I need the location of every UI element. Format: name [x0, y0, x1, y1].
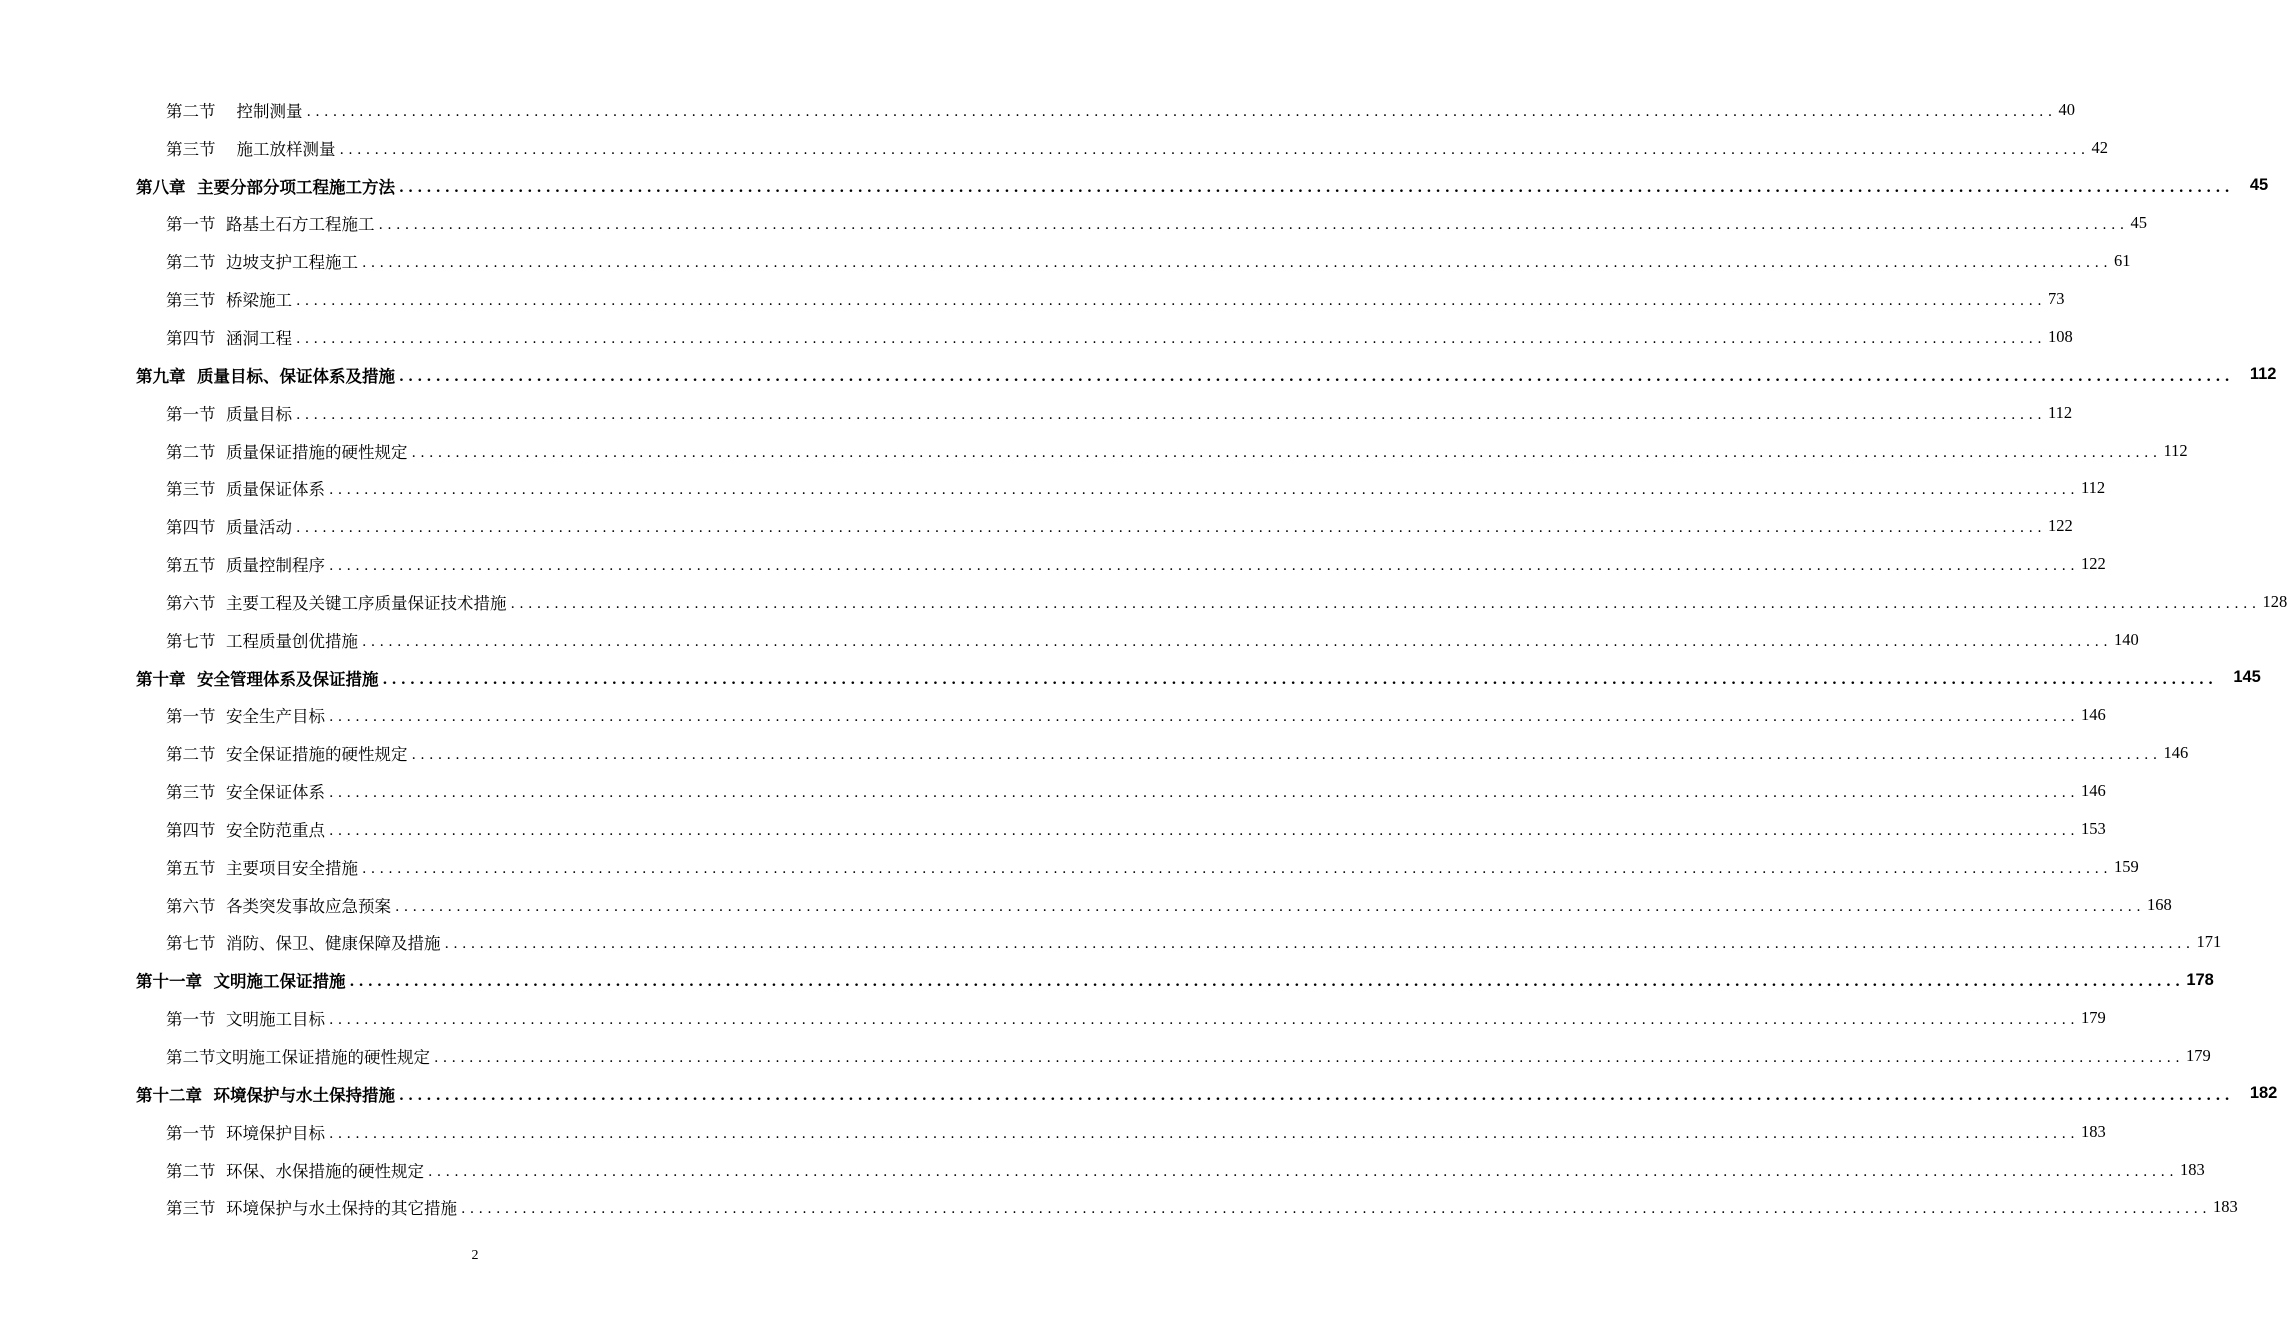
toc-entry-page-number: 42: [2091, 137, 2109, 157]
toc-entry-title: 第四节 涵洞工程: [166, 328, 292, 348]
toc-entry-page-number: 179: [2186, 1046, 2211, 1066]
toc-entry-page-number: 146: [2081, 705, 2106, 725]
toc-entry-title: 第五节 主要项目安全措施: [166, 858, 358, 878]
dot-leader: ........................................................................................................................................................................................................: [411, 747, 2162, 764]
dot-leader: ........................................................................................................................................................................................................: [329, 785, 2080, 802]
toc-entry-page-number: 171: [2196, 932, 2222, 952]
toc-section-entry: [0, 318, 2073, 356]
toc-entry-title: 第七节 消防、保卫、健康保障及措施: [166, 934, 441, 954]
toc-entry-page-number: 45: [2130, 213, 2148, 233]
toc-entry-page-number: 112: [2163, 440, 2188, 460]
toc-entry-title: 第一节 文明施工目标: [166, 1010, 325, 1030]
toc-entry-title: 第十章 安全管理体系及保证措施: [136, 669, 379, 689]
dot-leader: ........................................................................................................................................................................................................: [329, 709, 2080, 726]
toc-entry-page-number: 112: [2249, 365, 2277, 384]
toc-entry-title: 第二节 边坡支护工程施工: [166, 253, 358, 273]
toc-entry-title: 第三节 桥梁施工: [166, 291, 292, 311]
toc-entry-page-number: 159: [2114, 856, 2139, 876]
toc-chapter-entry: [0, 659, 2261, 697]
dot-leader: ........................................................................................................................................................................................................: [395, 898, 2146, 915]
toc-chapter-entry: [0, 961, 2214, 999]
toc-entry-page-number: 45: [2249, 176, 2269, 195]
toc-section-entry: [0, 507, 2073, 545]
toc-entry-page-number: 122: [2081, 554, 2106, 574]
toc-entry-page-number: 178: [2186, 970, 2214, 989]
toc-section-entry: [0, 129, 2109, 167]
toc-entry-title: 第六节 主要工程及关键工序质量保证技术措施: [166, 593, 507, 613]
dot-leader: ........................................................................................................................................................................................................: [329, 482, 2080, 499]
toc-entry-title: 第九章 质量目标、保证体系及措施: [136, 366, 395, 386]
toc-section-entry: [0, 848, 2139, 886]
toc-entry-title: 第一节 质量目标: [166, 404, 292, 424]
toc-section-entry: [0, 734, 2189, 772]
toc-entry-title: 第一节 安全生产目标: [166, 707, 325, 727]
dot-leader: ........................................................................................................................................................................................................: [362, 633, 2113, 650]
toc-section-entry: [0, 91, 2076, 129]
toc-entry-title: 第十一章 文明施工保证措施: [136, 972, 346, 992]
toc-entry-page-number: 183: [2081, 1121, 2106, 1141]
toc-entry-title: 第四节 质量活动: [166, 518, 292, 538]
toc-section-entry: [0, 1113, 2106, 1151]
toc-chapter-entry: [0, 167, 2269, 205]
dot-leader: ........................................................................................................................................................................................................: [296, 293, 2047, 310]
dot-leader: ........................................................................................................................................................................................................: [306, 103, 2057, 120]
toc-entry-title: 第二节 环保、水保措施的硬性规定: [166, 1161, 424, 1181]
toc-section-entry: [0, 924, 2222, 962]
dot-leader: ........................................................................................................................................................................................................: [382, 671, 2218, 688]
toc-section-entry: [0, 1151, 2205, 1189]
toc-section-entry: [0, 205, 2148, 243]
dot-leader: ........................................................................................................................................................................................................: [339, 141, 2090, 158]
toc-section-entry: [0, 999, 2106, 1037]
toc-entry-title: 第二节 安全保证措施的硬性规定: [166, 745, 408, 765]
dot-leader: ........................................................................................................................................................................................................: [399, 179, 2234, 196]
toc-entry-page-number: 61: [2114, 251, 2131, 271]
toc-section-entry: [0, 621, 2139, 659]
toc-entry-page-number: 179: [2081, 1008, 2106, 1028]
toc-entry-page-number: 183: [2213, 1197, 2238, 1217]
toc-entry-title: 第三节 环境保护与水土保持的其它措施: [166, 1199, 457, 1219]
toc-entry-page-number: 183: [2180, 1159, 2205, 1179]
toc-entry-page-number: 112: [2081, 478, 2106, 498]
toc-section-entry: [0, 1188, 2238, 1226]
dot-leader: ........................................................................................................................................................................................................: [349, 974, 2185, 991]
toc-entry-title: 第八章 主要分部分项工程施工方法: [136, 177, 395, 197]
dot-leader: ........................................................................................................................................................................................................: [296, 330, 2047, 347]
toc-entry-title: 第三节 施工放样测量: [166, 139, 336, 159]
dot-leader: ........................................................................................................................................................................................................: [399, 368, 2234, 385]
dot-leader: ........................................................................................................................................................................................................: [434, 1050, 2185, 1067]
dot-leader: ........................................................................................................................................................................................................: [510, 595, 2261, 612]
toc-section-entry: [0, 583, 2287, 621]
page-number: 2: [471, 1248, 479, 1263]
toc-entry-title: 第五节 质量控制程序: [166, 556, 325, 576]
toc-entry-page-number: 146: [2081, 781, 2106, 801]
table-of-contents: [0, 91, 2287, 1226]
dot-leader: ........................................................................................................................................................................................................: [329, 1125, 2080, 1142]
toc-chapter-entry: [0, 356, 2277, 394]
dot-leader: ........................................................................................................................................................................................................: [329, 558, 2080, 575]
dot-leader: ........................................................................................................................................................................................................: [428, 1163, 2179, 1180]
toc-entry-page-number: 108: [2048, 326, 2073, 346]
toc-entry-page-number: 112: [2048, 402, 2073, 422]
toc-entry-title: 第十二章 环境保护与水土保持措施: [136, 1085, 395, 1105]
toc-entry-page-number: 182: [2249, 1084, 2278, 1103]
toc-section-entry: [0, 469, 2106, 507]
toc-entry-page-number: 146: [2163, 743, 2189, 763]
toc-entry-title: 第二节 质量保证措施的硬性规定: [166, 442, 408, 462]
toc-entry-title: 第二节文明施工保证措施的硬性规定: [166, 1048, 430, 1068]
dot-leader: ........................................................................................................................................................................................................: [444, 936, 2195, 953]
toc-entry-page-number: 73: [2048, 289, 2065, 309]
toc-entry-page-number: 40: [2058, 99, 2076, 119]
toc-chapter-entry: [0, 1075, 2278, 1113]
toc-section-entry: [0, 810, 2106, 848]
dot-leader: ........................................................................................................................................................................................................: [399, 1087, 2234, 1104]
toc-section-entry: [0, 886, 2172, 924]
toc-section-entry: [0, 242, 2131, 280]
toc-entry-title: 第二节 控制测量: [166, 101, 303, 121]
dot-leader: ........................................................................................................................................................................................................: [411, 444, 2162, 461]
dot-leader: ........................................................................................................................................................................................................: [461, 1201, 2212, 1218]
toc-entry-page-number: 140: [2114, 629, 2139, 649]
toc-entry-page-number: 128: [2262, 591, 2287, 611]
dot-leader: ........................................................................................................................................................................................................: [362, 860, 2113, 877]
toc-section-entry: [0, 772, 2106, 810]
toc-entry-title: 第三节 安全保证体系: [166, 783, 325, 803]
toc-entry-page-number: 145: [2233, 668, 2261, 687]
dot-leader: ........................................................................................................................................................................................................: [329, 1012, 2080, 1029]
dot-leader: ........................................................................................................................................................................................................: [378, 217, 2129, 234]
toc-section-entry: [0, 1037, 2211, 1075]
toc-section-entry: [0, 545, 2106, 583]
toc-entry-page-number: 168: [2147, 894, 2172, 914]
toc-entry-title: 第一节 路基土石方工程施工: [166, 215, 375, 235]
dot-leader: ........................................................................................................................................................................................................: [296, 406, 2047, 423]
toc-section-entry: [0, 432, 2188, 470]
toc-entry-title: 第四节 安全防范重点: [166, 820, 325, 840]
toc-section-entry: [0, 394, 2073, 432]
toc-section-entry: [0, 697, 2106, 735]
toc-entry-page-number: 153: [2081, 818, 2106, 838]
dot-leader: ........................................................................................................................................................................................................: [296, 520, 2047, 537]
dot-leader: ........................................................................................................................................................................................................: [329, 822, 2080, 839]
toc-section-entry: [0, 280, 2065, 318]
toc-entry-title: 第六节 各类突发事故应急预案: [166, 896, 391, 916]
dot-leader: ........................................................................................................................................................................................................: [362, 255, 2113, 272]
toc-entry-title: 第一节 环境保护目标: [166, 1123, 325, 1143]
toc-entry-title: 第三节 质量保证体系: [166, 480, 325, 500]
toc-entry-title: 第七节 工程质量创优措施: [166, 631, 358, 651]
toc-entry-page-number: 122: [2048, 516, 2073, 536]
